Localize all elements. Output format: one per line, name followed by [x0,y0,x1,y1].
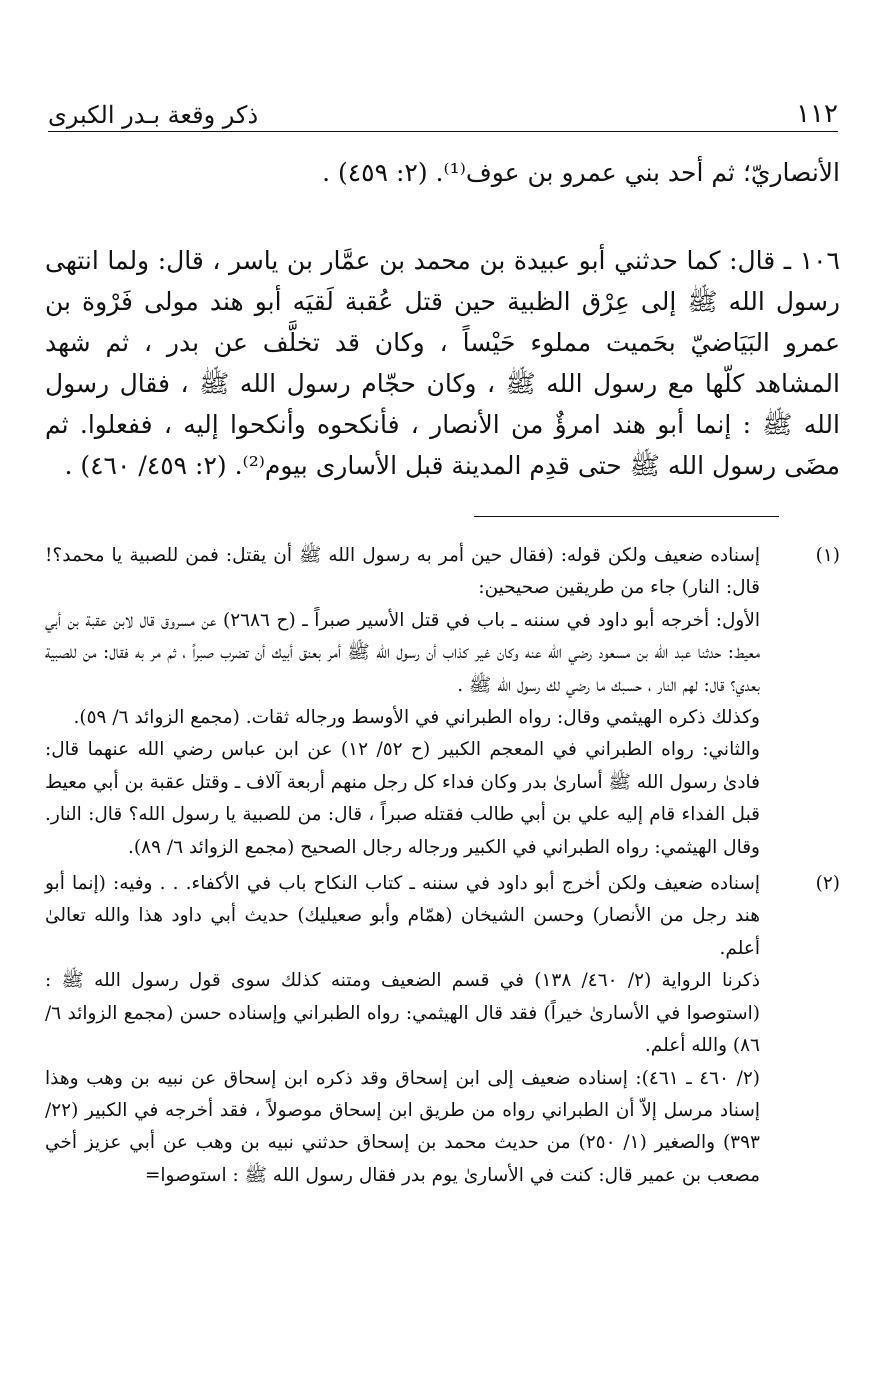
footnote-separator [474,516,779,517]
footnote-paragraph: وكذلك ذكره الهيثمي وقال: رواه الطبراني في الأوسط ورجاله ثقات. (مجمع الزوائد ٦/ ٥٩). [73,707,760,729]
footnote-paragraph: إسناده ضعيف ولكن أخرج أبو داود في سننه ـ كتاب النكاح باب في الأكفاء. . . وفيه: (إنما أبو هند رجل من الأنصار) وحسن الشيخان (همّام وأبو صعيليك) حديث أبي داود هذا والله تعالىٰ أعلم. [45,873,760,959]
continuation-text: الأنصاريّ؛ ثم أحد بني عمرو بن عوف⁽¹⁾. (٢: ٤٥٩) . [322,158,840,187]
footnote-paragraph: والثاني: رواه الطبراني في المعجم الكبير (ح ٥٢/ ١٢) عن ابن عباس رضي الله عنهما قال: فادىٰ رسول الله ﷺ أسارىٰ بدر وكان فداء كل رجل منهم أربعة آلاف ـ وقتل عقبة بن أبي معيط قبل الفداء قام إليه علي بن أبي طالب فقتله صبراً ، قال: من للصبية يا رسول الله؟ قال: النار. وقال الهيثمي: رواه الطبراني في الكبير ورجاله رجال الصحيح (مجمع الزوائد ٦/ ٨٩). [45,739,760,858]
footnote-paragraph: إسناده ضعيف ولكن قوله: (فقال حين أمر به رسول الله ﷺ أن يقتل: فمن للصبية يا محمد؟! قال: النار) جاء من طريقين صحيحين: [45,545,760,599]
footnote-paragraph: ذكرنا الرواية (٢/ ٤٦٠/ ١٣٨) في قسم الضعيف ومتنه كذلك سوى قول رسول الله ﷺ : (استوصوا في الأسارىٰ خيراً) فقد قال الهيثمي: رواه الطبراني وإسناده حسن (مجمع الزوائد ٦/ ٨٦) والله أعلم. [45,970,760,1057]
footnote-number: (٢) [815,873,840,895]
footnotes [45,540,840,1196]
narration-106: ١٠٦ ـ قال: كما حدثني أبو عبيدة بن محمد بن عمَّار بن ياسر ، قال: ولما انتهى رسول الله ﷺ إلى عِرْق الظبية حين قتل عُقبة لَقيَه أبو هند مولى فَرْوة بن عمرو البَيَاضيّ بحَميت مملوء حَيْساً ، وكان قد تخلَّف عن بدر ، ثم شهد المشاهد كلّها مع رسول الله ﷺ ، وكان حجّام رسول الله ﷺ ، فقال رسول الله ﷺ : إنما أبو هند امرؤٌ من الأنصار ، فأنكحوه وأنكحوا إليه ، ففعلوا. ثم مضَى رسول الله ﷺ حتى قدِم المدينة قبل الأسارى بيوم⁽²⁾. (٢: ٤٥٩/ ٤٦٠) . [45,246,840,480]
page-number: ١١٢ [796,99,838,129]
footnote-2 [45,868,840,1192]
footnote-paragraph: الأول: أخرجه أبو داود في سننه ـ باب في قتل الأسير صبراً ـ (ح ٢٦٨٦) عن مسروق قال لابن عقبة بن أبي معيط: حدثنا عبد الله بن مسعود رضي الله عنه وكان غير كذاب أن رسول الله ﷺ أمر بعنق أبيك أن تضرب صبراً ، ثم مر به فقال: من للصبية بعدي؟ قال: لهم النار ، حسبك ما رضي لك رسول الله ﷺ . [45,609,761,696]
footnote-paragraph: (٢/ ٤٦٠ ـ ٤٦١): إسناده ضعيف إلى ابن إسحاق وقد ذكره ابن إسحاق عن نبيه بن وهب وهذا إسناد مرسل إلاّ أن الطبراني رواه من طريق ابن إسحاق موصولاً ، فقد أخرجه في الكبير (٢٢/ ٣٩٣) والصغير (١/ ٢٥٠) من حديث محمد بن إسحاق حدثني نبيه بن وهب عن أبي عزيز أخي مصعب بن عمير قال: كنت في الأسارىٰ يوم بدر فقال رسول الله ﷺ : استوصوا= [45,1067,760,1186]
page-header [48,95,838,132]
running-title: ذكر وقعة بـدر الكبرى [48,101,259,129]
footnote-1 [45,540,840,864]
main-text [45,240,840,486]
footnote-number: (١) [815,545,840,566]
